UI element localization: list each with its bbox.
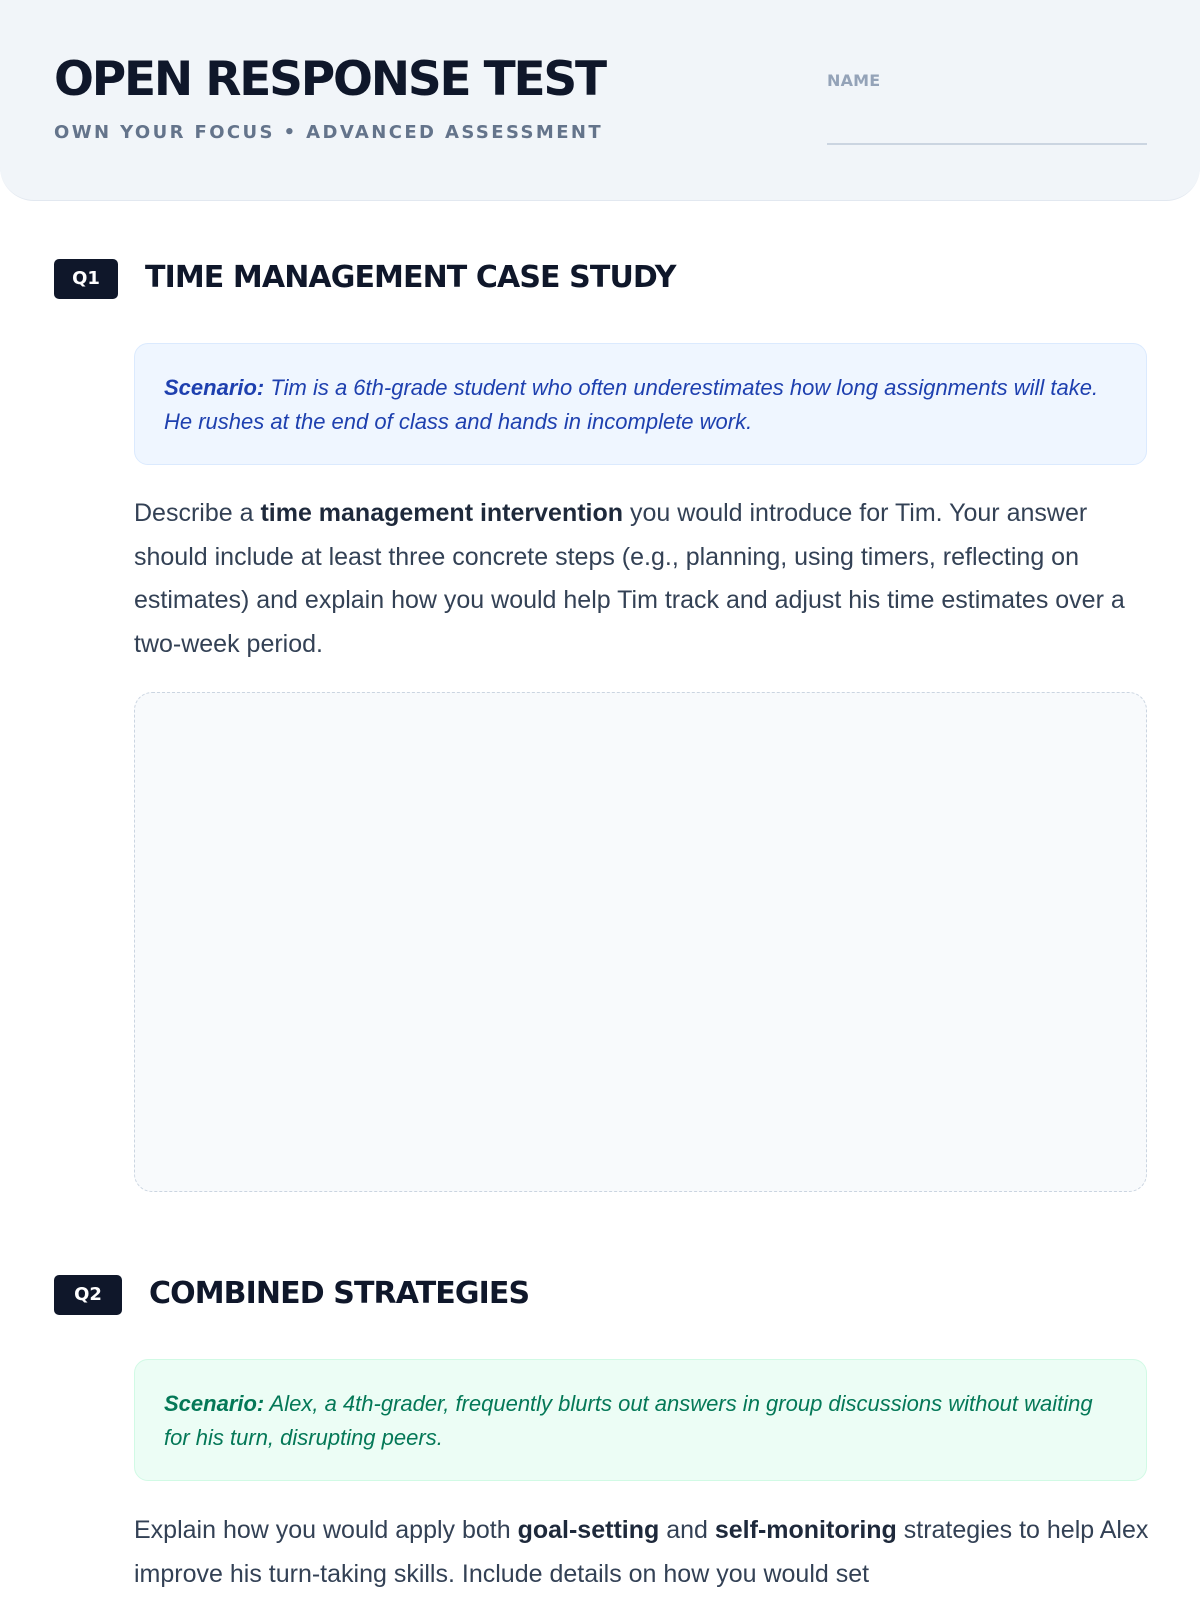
- question-title-q2: COMBINED STRATEGIES: [149, 1276, 530, 1311]
- page-subtitle: OWN YOUR FOCUS • ADVANCED ASSESSMENT: [54, 122, 604, 143]
- scenario-lead: Scenario:: [164, 1391, 265, 1416]
- prompt-emphasis: self-monitoring: [714, 1516, 897, 1544]
- prompt-emphasis: goal-setting: [517, 1516, 660, 1544]
- scenario-text: Tim is a 6th-grade student who often underestimates how long assignments will take. He rushes at the end of class and hands in incomplete work.: [164, 375, 1099, 434]
- prompt-text: Explain how you would apply both: [134, 1516, 518, 1544]
- question-title-q1: TIME MANAGEMENT CASE STUDY: [145, 260, 676, 295]
- scenario-box-q2: [134, 1359, 1147, 1481]
- question-prompt-q2: [134, 1509, 1154, 1596]
- question-badge-q1: Q1: [54, 259, 118, 299]
- prompt-emphasis: time management intervention: [260, 499, 624, 527]
- test-header: [0, 0, 1200, 201]
- answer-area-q1[interactable]: [134, 692, 1147, 1192]
- name-field[interactable]: [827, 143, 1147, 145]
- prompt-text: Describe a: [134, 499, 261, 527]
- name-label: NAME: [827, 71, 881, 90]
- scenario-text: Alex, a 4th-grader, frequently blurts out answers in group discussions without waiting for his turn, disrupting peers.: [164, 1391, 1093, 1450]
- prompt-text: you would introduce for Tim. Your answer should include at least three concrete steps (e.g., planning, using timers, reflecting on estimates) and explain how you would help Tim track and adjust his time estimates over a two-week period.: [134, 499, 1125, 658]
- question-prompt-q1: [134, 492, 1154, 666]
- scenario-lead: Scenario:: [164, 375, 265, 400]
- scenario-box-q1: [134, 343, 1147, 465]
- prompt-text: strategies to help Alex improve his turn-taking skills. Include details on how you would set: [134, 1516, 1149, 1588]
- page-title: OPEN RESPONSE TEST: [54, 52, 605, 107]
- question-badge-q2: Q2: [54, 1275, 122, 1315]
- prompt-text: and: [659, 1516, 715, 1544]
